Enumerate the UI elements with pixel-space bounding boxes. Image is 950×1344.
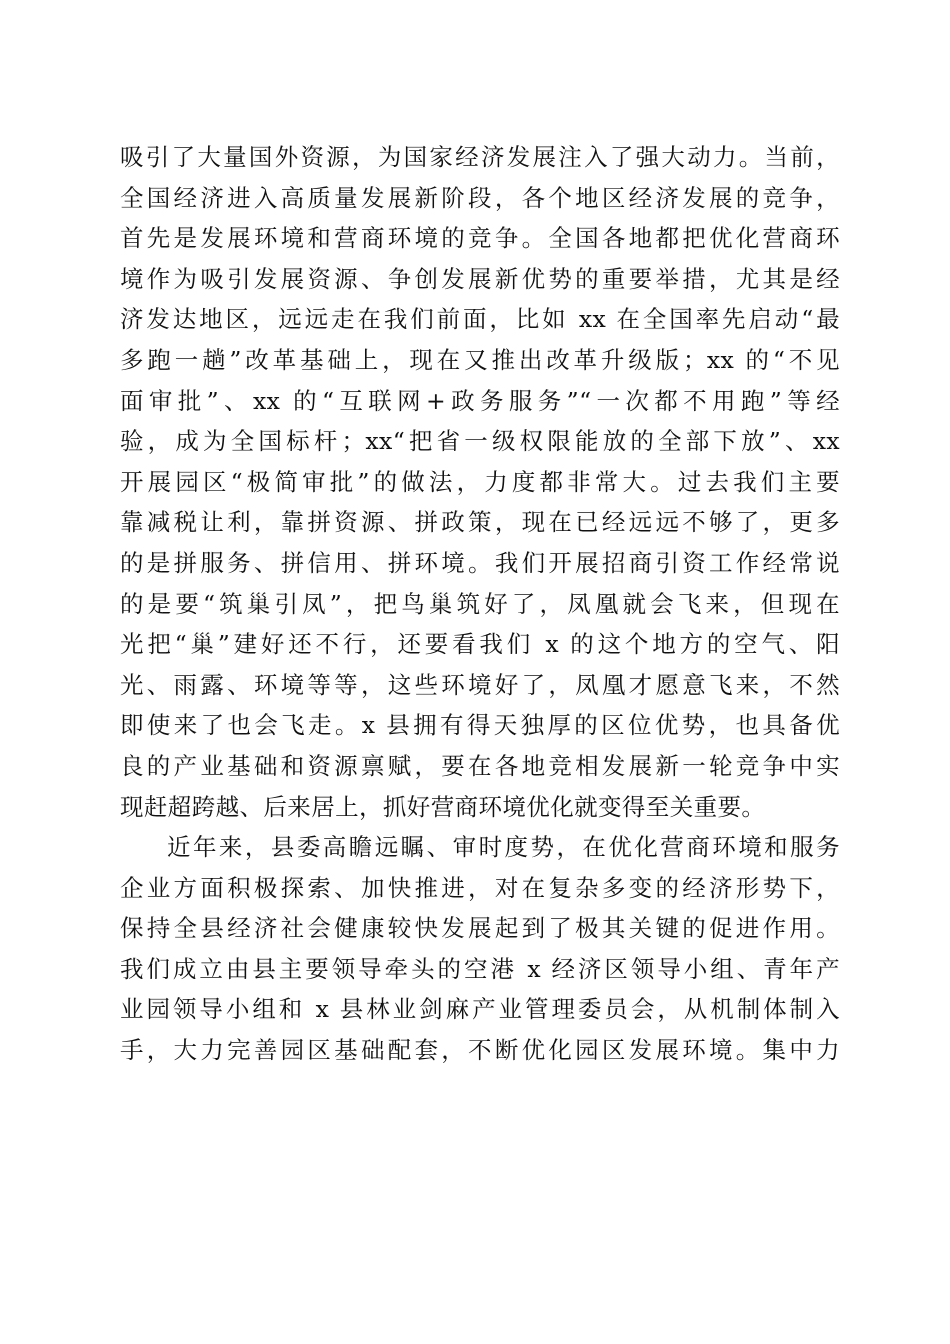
paragraph-line: 首先是发展环境和营商环境的竞争。全国各地都把优化营商环 <box>120 224 840 253</box>
paragraph-line: 光把“巢”建好还不行，还要看我们 x 的这个地方的空气、阳 <box>120 630 840 659</box>
paragraph-line-first: 近年来，县委高瞻远瞩、审时度势，在优化营商环境和服务 <box>167 833 840 862</box>
paragraph-line: 业园领导小组和 x 县林业剑麻产业管理委员会，从机制体制入 <box>120 995 840 1024</box>
paragraph-line: 验，成为全国标杆；xx“把省一级权限能放的全部下放”、xx <box>120 427 840 456</box>
paragraph-line: 企业方面积极探索、加快推进，对在复杂多变的经济形势下， <box>120 873 840 902</box>
paragraph-1 <box>120 137 840 827</box>
paragraph-line: 光、雨露、环境等等，这些环境好了，凤凰才愿意飞来，不然 <box>120 670 840 699</box>
document-body <box>120 137 840 1071</box>
paragraph-line-last: 现赶超跨越、后来居上，抓好营商环境优化就变得至关重要。 <box>120 792 766 821</box>
paragraph-line: 即使来了也会飞走。x 县拥有得天独厚的区位优势，也具备优 <box>120 711 840 740</box>
paragraph-line: 境作为吸引发展资源、争创发展新优势的重要举措，尤其是经 <box>120 264 840 293</box>
paragraph-line: 我们成立由县主要领导牵头的空港 x 经济区领导小组、青年产 <box>120 954 840 983</box>
paragraph-line: 手，大力完善园区基础配套，不断优化园区发展环境。集中力 <box>120 1036 840 1065</box>
paragraph-line: 靠减税让利，靠拼资源、拼政策，现在已经远远不够了，更多 <box>120 508 840 537</box>
paragraph-line: 开展园区“极简审批”的做法，力度都非常大。过去我们主要 <box>120 467 840 496</box>
paragraph-line: 济发达地区，远远走在我们前面，比如 xx 在全国率先启动“最 <box>120 305 840 334</box>
paragraph-line: 吸引了大量国外资源，为国家经济发展注入了强大动力。当前， <box>120 143 840 171</box>
paragraph-line: 面审批”、xx 的“互联网+政务服务”“一次都不用跑”等经 <box>120 386 840 415</box>
paragraph-line: 良的产业基础和资源禀赋，要在各地竞相发展新一轮竞争中实 <box>120 751 840 780</box>
paragraph-line: 保持全县经济社会健康较快发展起到了极其关键的促进作用。 <box>120 914 840 943</box>
paragraph-line: 的是要“筑巢引凤”，把鸟巢筑好了，凤凰就会飞来，但现在 <box>120 589 840 618</box>
paragraph-line: 的是拼服务、拼信用、拼环境。我们开展招商引资工作经常说 <box>120 548 840 577</box>
paragraph-line: 多跑一趟”改革基础上，现在又推出改革升级版；xx 的“不见 <box>120 345 840 374</box>
paragraph-line: 全国经济进入高质量发展新阶段，各个地区经济发展的竞争， <box>120 183 840 212</box>
paragraph-2 <box>120 827 840 1071</box>
